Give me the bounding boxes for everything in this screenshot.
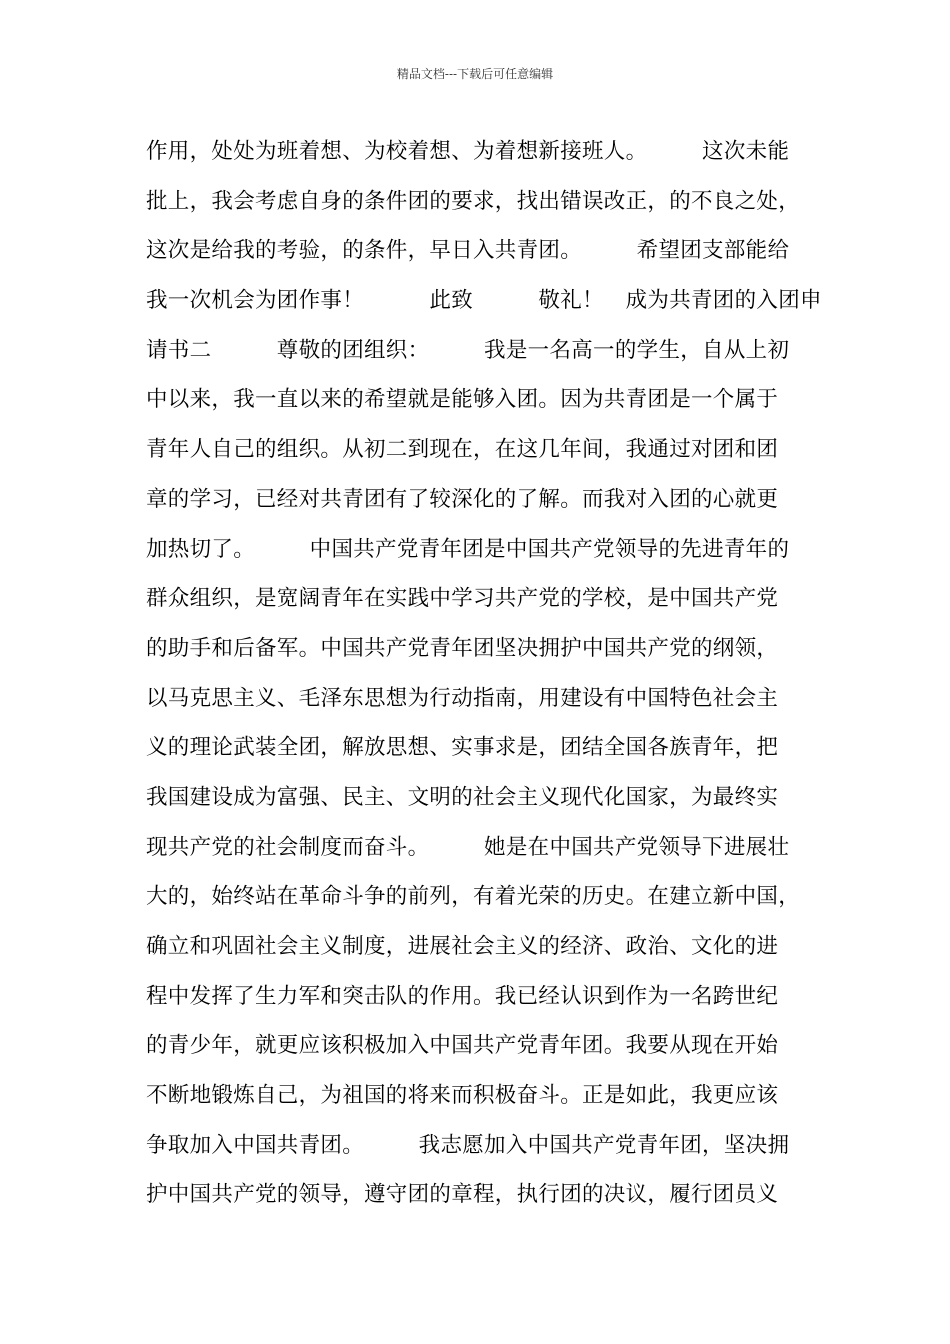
- body-line: 请书二 尊敬的团组织： 我是一名高一的学生，自从上初: [146, 337, 790, 363]
- body-line: 程中发挥了生力军和突击队的作用。我已经认识到作为一名跨世纪: [146, 983, 779, 1009]
- body-line: 批上，我会考虑自身的条件团的要求，找出错误改正，的不良之处，: [146, 188, 801, 214]
- body-line: 这次是给我的考验，的条件，早日入共青团。 希望团支部能给: [146, 238, 790, 264]
- body-line: 争取加入中国共青团。 我志愿加入中国共产党青年团，坚决拥: [146, 1132, 790, 1158]
- body-line: 的青少年，就更应该积极加入中国共产党青年团。我要从现在开始: [146, 1033, 779, 1059]
- body-line: 护中国共产党的领导，遵守团的章程，执行团的决议，履行团员义: [146, 1182, 779, 1208]
- body-line: 的助手和后备军。中国共产党青年团坚决拥护中国共产党的纲领，: [146, 635, 779, 661]
- body-line: 加热切了。 中国共产党青年团是中国共产党领导的先进青年的: [146, 536, 790, 562]
- body-line: 大的，始终站在革命斗争的前列，有着光荣的历史。在建立新中国，: [146, 884, 801, 910]
- body-line: 群众组织，是宽阔青年在实践中学习共产党的学校，是中国共产党: [146, 586, 779, 612]
- body-line: 以马克思主义、毛泽东思想为行动指南，用建设有中国特色社会主: [146, 685, 779, 711]
- body-line: 不断地锻炼自己，为祖国的将来而积极奋斗。正是如此，我更应该: [146, 1083, 779, 1109]
- body-line: 确立和巩固社会主义制度，进展社会主义的经济、政治、文化的进: [146, 934, 779, 959]
- body-line: 青年人自己的组织。从初二到现在，在这几年间，我通过对团和团: [146, 437, 779, 463]
- document-body: [146, 132, 826, 1225]
- body-line: 中以来，我一直以来的希望就是能够入团。因为共青团是一个属于: [146, 387, 779, 413]
- body-line: 章的学习，已经对共青团有了较深化的了解。而我对入团的心就更: [146, 486, 779, 512]
- body-line: 我国建设成为富强、民主、文明的社会主义现代化国家，为最终实: [146, 784, 779, 810]
- body-line: 作用，处处为班着想、为校着想、为着想新接班人。 这次未能: [146, 139, 790, 164]
- page-header: 精品文档---下载后可任意编辑: [396, 67, 554, 81]
- body-line: 义的理论武装全团，解放思想、实事求是，团结全国各族青年，把: [146, 735, 779, 761]
- body-line: 现共产党的社会制度而奋斗。 她是在中国共产党领导下进展壮: [146, 834, 790, 860]
- body-line: 我一次机会为团作事！ 此致 敬礼！ 成为共青团的入团申: [146, 288, 822, 314]
